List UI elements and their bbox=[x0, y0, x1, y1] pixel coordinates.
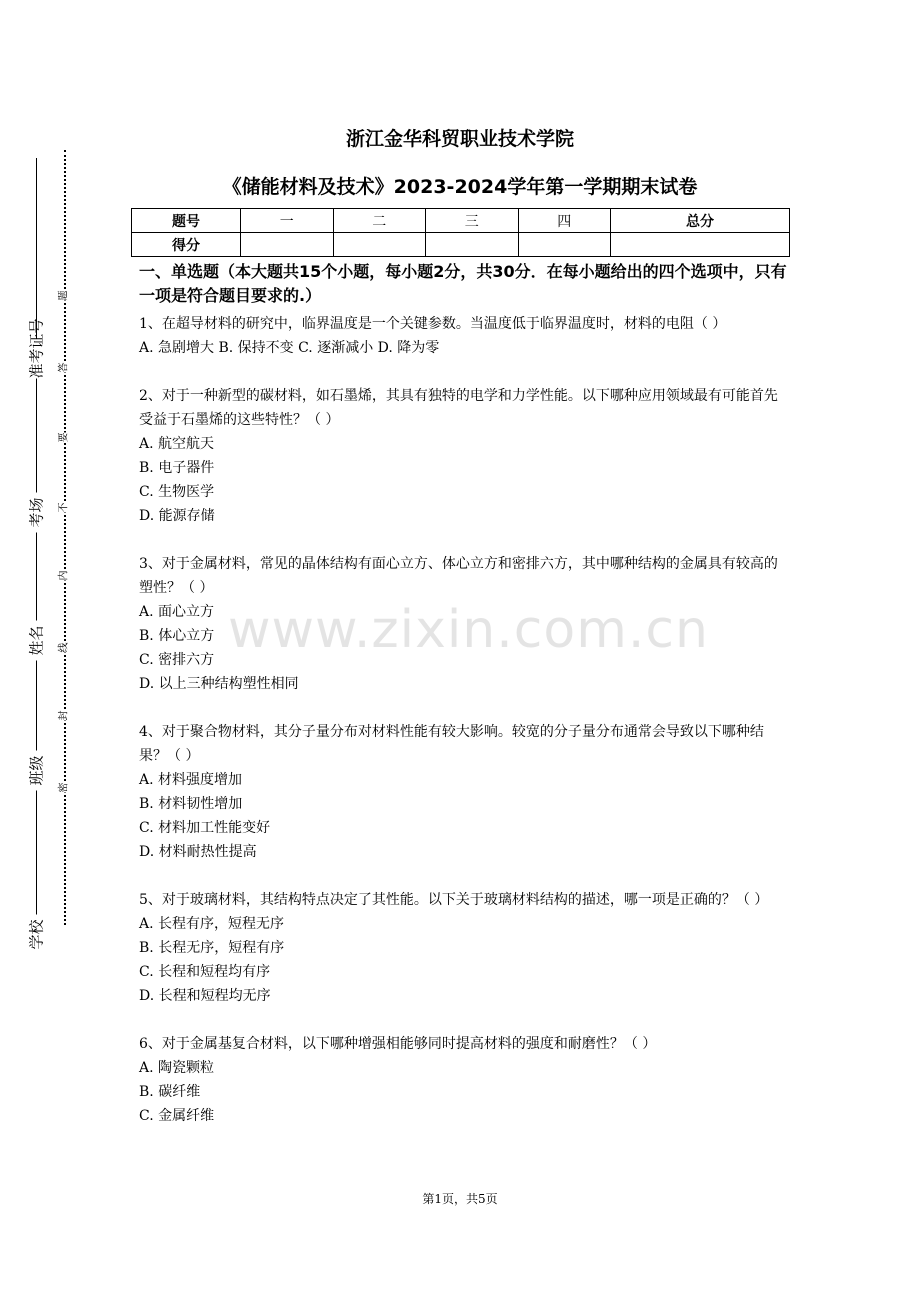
question-text: 4、对于聚合物材料，其分子量分布对材料性能有较大影响。较宽的分子量分布通常会导致以下哪种结果？（ ） bbox=[139, 724, 764, 764]
option-b: B. 体心立方 bbox=[139, 628, 215, 644]
score-cell: 四 bbox=[518, 209, 611, 233]
option-c: C. 金属纤维 bbox=[139, 1108, 215, 1124]
watermark: www.zixin.com.cn bbox=[228, 600, 709, 660]
label-school: 学校 bbox=[26, 915, 47, 955]
seal-char: 题 bbox=[55, 291, 70, 301]
option-d: D. 能源存储 bbox=[139, 508, 215, 524]
seal-char: 内 bbox=[55, 571, 70, 581]
score-cell: 得分 bbox=[132, 233, 241, 257]
label-class: 班级 bbox=[26, 751, 47, 791]
score-table-header-row bbox=[132, 209, 790, 233]
question-text: 5、对于玻璃材料，其结构特点决定了其性能。以下关于玻璃材料结构的描述，哪一项是正确的？（ ） bbox=[139, 892, 769, 908]
seal-dotted-line bbox=[64, 150, 66, 925]
option-c: C. 密排六方 bbox=[139, 652, 215, 668]
fill-in-line bbox=[36, 158, 37, 948]
option-c: C. 生物医学 bbox=[139, 484, 215, 500]
score-input-cell bbox=[426, 233, 519, 257]
exam-content bbox=[139, 260, 791, 1128]
option-a: A. 陶瓷颗粒 bbox=[139, 1060, 215, 1076]
score-cell: 三 bbox=[426, 209, 519, 233]
question-text: 3、对于金属材料，常见的晶体结构有面心立方、体心立方和密排六方，其中哪种结构的金属具有较高的塑性？（ ） bbox=[139, 556, 778, 596]
score-cell: 题号 bbox=[132, 209, 241, 233]
seal-char: 封 bbox=[55, 711, 70, 721]
option-a: A. 航空航天 bbox=[139, 436, 215, 452]
seal-char: 不 bbox=[55, 503, 70, 513]
option-b: B. 材料韧性增加 bbox=[139, 796, 243, 812]
option-d: D. 材料耐热性提高 bbox=[139, 844, 257, 860]
score-input-cell bbox=[518, 233, 611, 257]
question-options: A. 急剧增大 B. 保持不变 C. 逐渐减小 D. 降为零 bbox=[139, 340, 440, 356]
score-table-score-row bbox=[132, 233, 790, 257]
option-a: A. 面心立方 bbox=[139, 604, 215, 620]
exam-title: 《储能材料及技术》2023-2024学年第一学期期末试卷 bbox=[222, 176, 698, 198]
seal-char: 线 bbox=[55, 643, 70, 653]
page-footer: 第1页，共5页 bbox=[422, 1192, 498, 1206]
option-d: D. 长程和短程均无序 bbox=[139, 988, 271, 1004]
option-c: C. 长程和短程均有序 bbox=[139, 964, 271, 980]
option-c: C. 材料加工性能变好 bbox=[139, 820, 271, 836]
score-input-cell bbox=[333, 233, 426, 257]
question-6 bbox=[139, 1032, 791, 1128]
score-cell: 二 bbox=[333, 209, 426, 233]
question-text: 2、对于一种新型的碳材料，如石墨烯，其具有独特的电学和力学性能。以下哪种应用领域最有可能首先受益于石墨烯的这些特性？（ ） bbox=[139, 388, 778, 428]
score-input-cell bbox=[241, 233, 334, 257]
score-cell: 总分 bbox=[611, 209, 790, 233]
section-heading: 一、单选题（本大题共15个小题，每小题2分，共30分．在每小题给出的四个选项中，只有一项是符合题目要求的.） bbox=[139, 262, 787, 305]
question-4 bbox=[139, 720, 791, 864]
label-name: 姓名 bbox=[26, 621, 47, 661]
option-a: A. 材料强度增加 bbox=[139, 772, 243, 788]
option-b: B. 长程无序，短程有序 bbox=[139, 940, 285, 956]
option-a: A. 长程有序，短程无序 bbox=[139, 916, 285, 932]
question-5 bbox=[139, 888, 791, 1008]
question-3 bbox=[139, 552, 791, 696]
option-d: D. 以上三种结构塑性相同 bbox=[139, 676, 299, 692]
binding-sidebar bbox=[0, 140, 75, 960]
score-table bbox=[131, 208, 790, 257]
question-2 bbox=[139, 384, 791, 528]
seal-char: 密 bbox=[55, 783, 70, 793]
question-1 bbox=[139, 312, 791, 360]
school-title: 浙江金华科贸职业技术学院 bbox=[345, 128, 574, 150]
option-b: B. 电子器件 bbox=[139, 460, 215, 476]
label-exam-room: 考场 bbox=[26, 493, 47, 533]
question-text: 6、对于金属基复合材料，以下哪种增强相能够同时提高材料的强度和耐磨性？（ ） bbox=[139, 1036, 657, 1052]
score-input-cell bbox=[611, 233, 790, 257]
score-cell: 一 bbox=[241, 209, 334, 233]
seal-char: 答 bbox=[55, 363, 70, 373]
question-text: 1、在超导材料的研究中，临界温度是一个关键参数。当温度低于临界温度时，材料的电阻（ ） bbox=[139, 316, 727, 332]
seal-char: 要 bbox=[55, 433, 70, 443]
label-exam-id: 准考证号 bbox=[27, 318, 46, 379]
option-b: B. 碳纤维 bbox=[139, 1084, 201, 1100]
